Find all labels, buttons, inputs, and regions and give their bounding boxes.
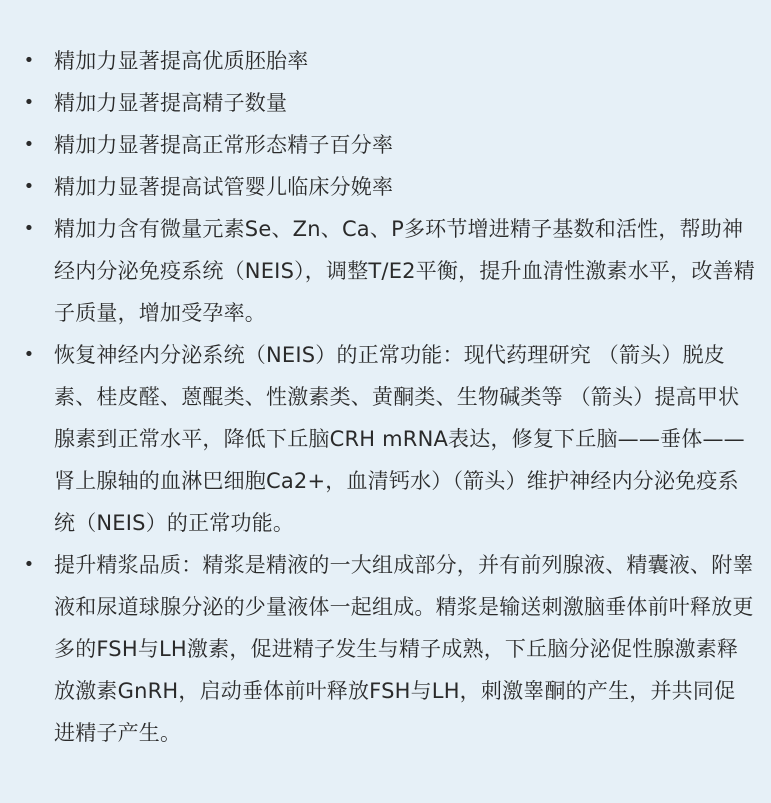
list-item: [22, 40, 755, 82]
list-item: [22, 544, 755, 754]
list-item-text: 提升精浆品质：精浆是精液的一大组成部分，并有前列腺液、精囊液、附睾液和尿道球腺分泌的少量液体一起组成。精浆是输送刺激脑垂体前叶释放更多的FSH与LH激素，促进精子发生与精子成熟，下丘脑分泌促性腺激素释放激素GnRH，启动垂体前叶释放FSH与LH，刺激睾酮的产生，并共同促进精子产生。: [54, 553, 754, 745]
bullet-icon: •: [23, 344, 35, 365]
bullet-icon: •: [23, 218, 35, 239]
list-item: [22, 334, 755, 544]
list-item: [22, 82, 755, 124]
benefit-list: [22, 40, 755, 754]
list-item-text: 精加力显著提高正常形态精子百分率: [54, 133, 394, 157]
bullet-icon: •: [23, 176, 35, 197]
list-item: [22, 124, 755, 166]
list-item-text: 精加力显著提高试管婴儿临床分娩率: [54, 175, 394, 199]
list-item-text: 精加力显著提高精子数量: [54, 91, 288, 115]
list-item-text: 精加力显著提高优质胚胎率: [54, 49, 309, 73]
list-item-text: 精加力含有微量元素Se、Zn、Ca、P多环节增进精子基数和活性，帮助神经内分泌免疫系统（NEIS），调整T/E2平衡，提升血清性激素水平，改善精子质量，增加受孕率。: [54, 217, 755, 325]
bullet-icon: •: [23, 92, 35, 113]
bullet-icon: •: [23, 50, 35, 71]
list-item: [22, 166, 755, 208]
bullet-icon: •: [23, 554, 35, 575]
list-item-text: 恢复神经内分泌系统（NEIS）的正常功能：现代药理研究 （箭头）脱皮素、桂皮醛、蒽醌类、性激素类、黄酮类、生物碱类等 （箭头）提高甲状腺素到正常水平，降低下丘脑CRH mRNA表达，修复下丘脑——垂体——肾上腺轴的血淋巴细胞Ca2+，血清钙水）（箭头）维护神经内分泌免疫系统（NEIS）的正常功能。: [54, 343, 745, 535]
bullet-icon: •: [23, 134, 35, 155]
list-item: [22, 208, 755, 334]
